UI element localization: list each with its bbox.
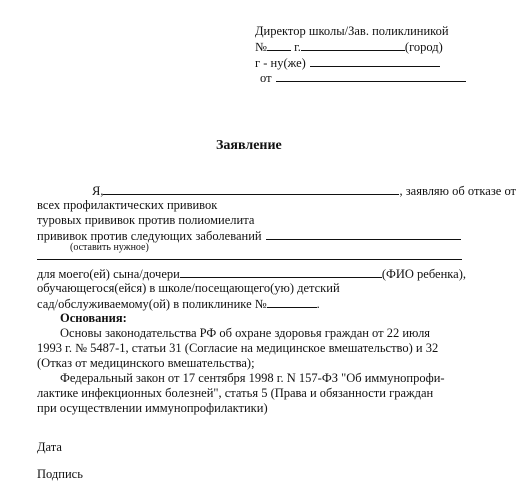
declarant-name-field[interactable] [103, 183, 399, 195]
declarant-prefix: Я, [92, 184, 104, 198]
child-prefix: для моего(ей) сына/дочери [37, 267, 180, 281]
clinic-number-field[interactable] [267, 296, 317, 308]
city-prefix: г. [294, 40, 301, 54]
city-field[interactable] [301, 39, 405, 51]
clinic-suffix: . [316, 297, 320, 311]
declarant-suffix: , заявляю об отказе от [399, 184, 516, 198]
option-polio-vaccines: туровых прививок против полиомиелита [37, 213, 255, 227]
citizen-line [255, 55, 440, 71]
law1-line2: 1993 г. № 5487-1, статьи 31 (Согласие на медицинское вмешательство) и 32 [37, 341, 439, 355]
child-name-field[interactable] [180, 266, 382, 278]
extra-blank-line [37, 248, 462, 264]
child-suffix: (ФИО ребенка), [381, 267, 466, 281]
school-line: обучающегося(ейся) в школе/посещающего(ую) детский [37, 281, 340, 295]
from-line [260, 70, 466, 86]
clinic-line [37, 296, 320, 312]
citizen-field[interactable] [310, 55, 440, 67]
date-label: Дата [37, 440, 62, 454]
law2-line1: Федеральный закон от 17 сентября 1998 г. N 157-ФЗ "Об иммунопрофи- [60, 371, 445, 385]
number-city-line [255, 39, 443, 55]
grounds-heading: Основания: [60, 311, 127, 325]
child-line [37, 266, 466, 282]
law1-line1: Основы законодательства РФ об охране здоровья граждан от 22 июля [60, 326, 431, 340]
diseases-field[interactable] [266, 228, 461, 240]
law1-line3: (Отказ от медицинского вмешательства); [37, 356, 255, 370]
choose-hint: (оставить нужное) [70, 242, 149, 253]
from-field[interactable] [276, 70, 466, 82]
addressee-line [255, 24, 449, 39]
law2-line3: при осуществлении иммунопрофилактики) [37, 401, 268, 415]
clinic-prefix: сад/обслуживаемому(ой) в поликлинике № [37, 297, 267, 311]
addressee-label: Директор школы/Зав. поликлиникой [255, 24, 449, 38]
city-suffix: (город) [404, 40, 443, 54]
document-title: Заявление [216, 138, 282, 153]
signature-label: Подпись [37, 467, 83, 481]
from-label: от [260, 71, 272, 85]
option-diseases-label: прививок против следующих заболеваний [37, 229, 262, 243]
declarant-line [92, 183, 516, 199]
law2-line2: лактике инфекционных болезней", статья 5 (Права и обязанности граждан [37, 386, 434, 400]
option-all-vaccines: всех профилактических прививок [37, 198, 218, 212]
number-label: № [255, 40, 267, 54]
citizen-label: г - ну(же) [255, 56, 306, 70]
number-field[interactable] [267, 39, 291, 51]
extra-field[interactable] [37, 248, 462, 260]
